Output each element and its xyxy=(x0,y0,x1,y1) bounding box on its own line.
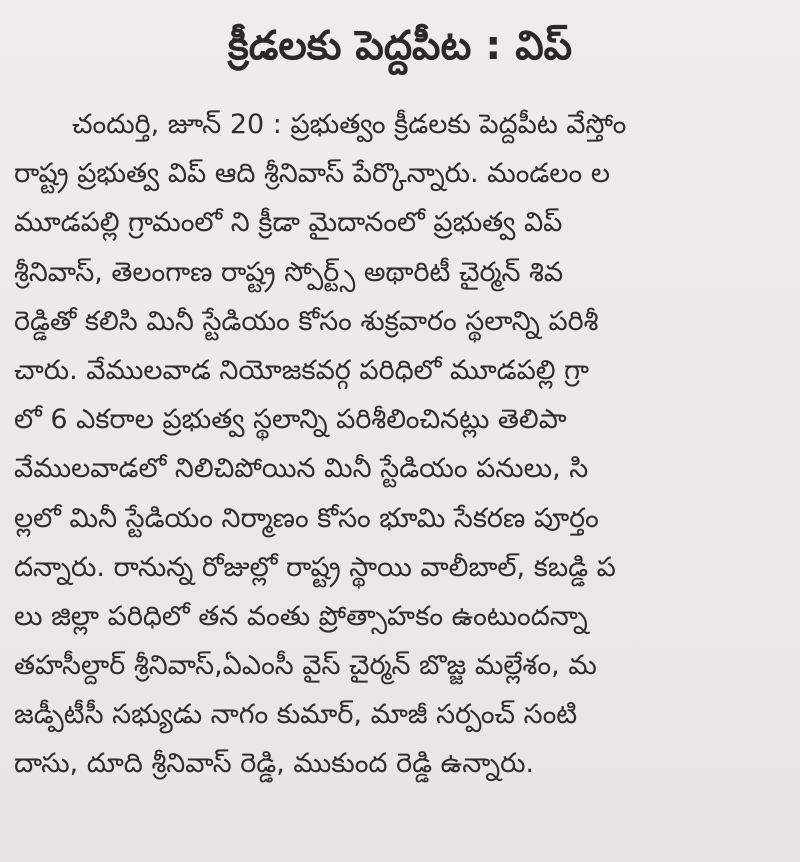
article-line-3: మూడపల్లి గ్రామంలో ని క్రీడా మైదానంలో ప్రభుత్వ విప్ xyxy=(14,207,563,239)
article-line-1: చందుర్తి, జూన్ 20 : ప్రభుత్వం క్రీడలకు పెద్దపీట వేస్తోం xyxy=(72,109,627,140)
article-line-13: జడ్పీటీసీ సభ్యుడు నాగం కుమార్, మాజీ సర్పంచ్ సంటి xyxy=(14,699,578,731)
headline: క్రీడలకు పెద్దపీట : విప్ xyxy=(227,23,573,69)
article-line-10: దన్నారు. రానున్న రోజుల్లో రాష్ట్ర స్థాయి వాలీబాల్, కబడ్డి ప xyxy=(14,551,616,583)
article-line-6: చారు. వేములవాడ నియోజకవర్గ పరిధిలో మూడపల్లి గ్రా xyxy=(14,354,590,386)
article-line-14: దాసు, దూది శ్రీనివాస్ రెడ్డి, ముకుంద రెడ్డి ఉన్నారు. xyxy=(14,748,535,780)
article-line-9: ల్లలో మినీ స్టేడియం నిర్మాణం కోసం భూమి సేకరణ పూర్తం xyxy=(14,502,599,534)
article-line-2: రాష్ట్ర ప్రభుత్వ విప్ ఆది శ్రీనివాస్ పేర్కొన్నారు. మండలం ల xyxy=(14,158,610,190)
article-line-4: శ్రీనివాస్, తెలంగాణ రాష్ట్ర స్పోర్ట్స్ అథారిటీ చైర్మన్ శివ xyxy=(14,256,564,288)
article-line-5: రెడ్డితో కలిసి మినీ స్టేడియం కోసం శుక్రవారం స్థలాన్ని పరిశీ xyxy=(14,305,599,337)
article-line-8: వేములవాడలో నిలిచిపోయిన మినీ స్టేడియం పనులు, సి xyxy=(14,453,589,485)
article-line-7: లో 6 ఎకరాల ప్రభుత్వ స్థలాన్ని పరిశీలించినట్లు తెలిపా xyxy=(14,404,567,436)
article-line-11: లు జిల్లా పరిధిలో తన వంతు ప్రోత్సాహకం ఉంటుందన్నా xyxy=(14,600,588,632)
article-body xyxy=(0,100,800,789)
article-line-12: తహసీల్దార్ శ్రీనివాస్,ఏఎంసీ వైస్ చైర్మన్ బొజ్జ మల్లేశం, మ xyxy=(14,650,597,682)
